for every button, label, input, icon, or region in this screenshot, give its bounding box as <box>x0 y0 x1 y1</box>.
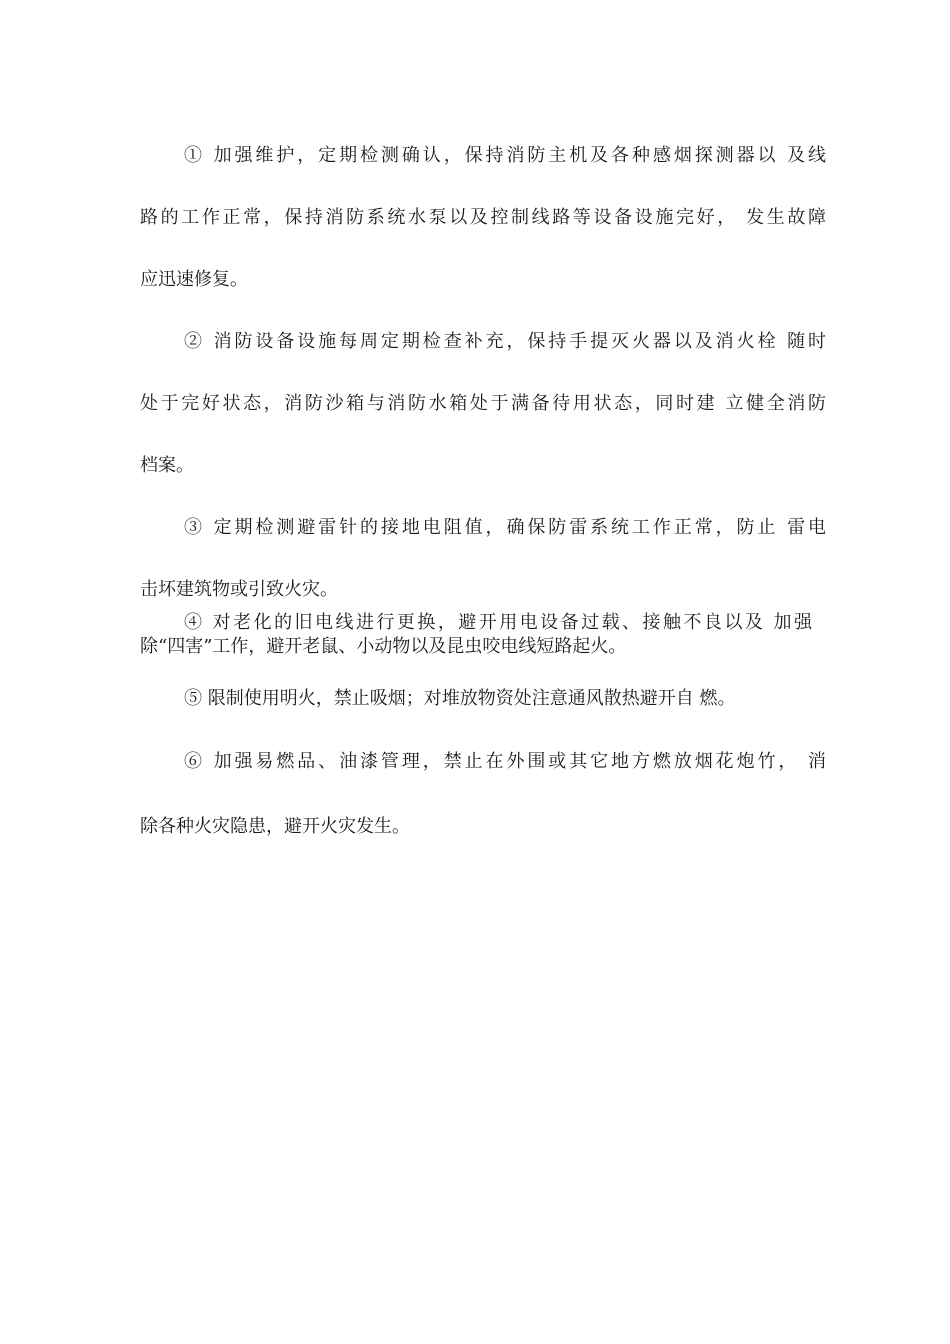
paragraph-line: ① 加强维护，定期检测确认，保持消防主机及各种感烟探测器以 及线 <box>184 145 826 166</box>
paragraph-line: 路的工作正常，保持消防系统水泵以及控制线路等设备设施完好， 发生故障 <box>140 207 826 228</box>
paragraph-line: 击坏建筑物或引致火灾。 <box>140 579 338 600</box>
paragraph-line: 除各种火灾隐患，避开火灾发生。 <box>140 816 410 837</box>
paragraph-line: ⑤ 限制使用明火，禁止吸烟；对堆放物资处注意通风散热避开自 燃。 <box>184 688 736 709</box>
paragraph-line: ⑥ 加强易燃品、油漆管理，禁止在外围或其它地方燃放烟花炮竹， 消 <box>184 751 826 772</box>
paragraph-line: 处于完好状态，消防沙箱与消防水箱处于满备待用状态，同时建 立健全消防 <box>140 393 826 414</box>
paragraph-line: ② 消防设备设施每周定期检查补充，保持手提灭火器以及消火栓 随时 <box>184 331 826 352</box>
paragraph-line: 档案。 <box>140 455 194 476</box>
paragraph-line: 除“四害”工作，避开老鼠、小动物以及昆虫咬电线短路起火。 <box>140 636 627 657</box>
paragraph-line: ③ 定期检测避雷针的接地电阻值，确保防雷系统工作正常，防止 雷电 <box>184 517 826 538</box>
paragraph-line: 应迅速修复。 <box>140 269 248 290</box>
paragraph-line: ④ 对老化的旧电线进行更换，避开用电设备过载、接触不良以及 加强 <box>184 612 812 633</box>
